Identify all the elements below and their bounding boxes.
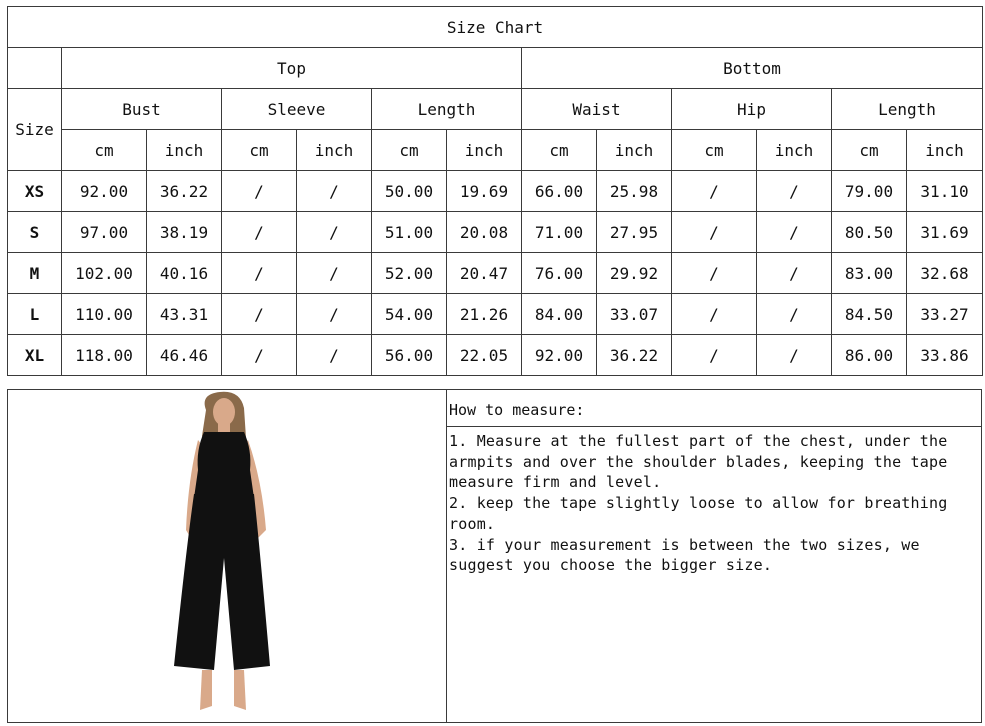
table-cell: 80.50 [832,212,907,253]
group-top-header: Top [62,48,522,89]
size-label: L [8,294,62,335]
table-cell: / [672,335,757,376]
unit-header: inch [147,130,222,171]
table-cell: 84.50 [832,294,907,335]
measure-steps [447,427,981,576]
table-cell: 20.08 [447,212,522,253]
measure-guide-section [7,389,982,723]
measure-step: 2. keep the tape slightly loose to allow for breathing room. [449,494,948,533]
table-cell: 76.00 [522,253,597,294]
table-cell: 118.00 [62,335,147,376]
measure-header-hip: Hip [672,89,832,130]
size-label: M [8,253,62,294]
table-row [8,212,983,253]
table-cell: 40.16 [147,253,222,294]
table-cell: 20.47 [447,253,522,294]
measure-header-sleeve: Sleeve [222,89,372,130]
table-cell: 33.27 [907,294,983,335]
table-cell: 19.69 [447,171,522,212]
table-cell: / [222,212,297,253]
measure-header-top-length: Length [372,89,522,130]
table-row [8,253,983,294]
table-cell: / [672,212,757,253]
table-cell: 86.00 [832,335,907,376]
table-cell: 46.46 [147,335,222,376]
table-cell: 54.00 [372,294,447,335]
unit-header: inch [907,130,983,171]
table-cell: 51.00 [372,212,447,253]
table-cell: / [672,253,757,294]
table-cell: 36.22 [597,335,672,376]
measure-instructions [447,390,981,722]
table-cell: 66.00 [522,171,597,212]
table-cell: 92.00 [522,335,597,376]
table-cell: 97.00 [62,212,147,253]
table-cell: / [757,253,832,294]
table-cell: 43.31 [147,294,222,335]
unit-header: cm [672,130,757,171]
measure-step: 3. if your measurement is between the two sizes, we suggest you choose the bigger size. [449,535,920,575]
size-label: XS [8,171,62,212]
unit-header: cm [222,130,297,171]
table-cell: 32.68 [907,253,983,294]
table-cell: 31.69 [907,212,983,253]
table-cell: 84.00 [522,294,597,335]
table-cell: 92.00 [62,171,147,212]
table-cell: / [297,212,372,253]
table-cell: / [757,212,832,253]
table-cell: 36.22 [147,171,222,212]
table-cell: 25.98 [597,171,672,212]
table-row [8,335,983,376]
table-cell: / [757,171,832,212]
table-cell: / [297,294,372,335]
unit-header: inch [757,130,832,171]
size-label: XL [8,335,62,376]
size-label: S [8,212,62,253]
table-cell: 50.00 [372,171,447,212]
unit-header: cm [62,130,147,171]
size-rows [8,171,983,376]
table-cell: 33.86 [907,335,983,376]
table-cell: 52.00 [372,253,447,294]
table-cell: 29.92 [597,253,672,294]
table-cell: / [297,253,372,294]
blank-corner [8,48,62,89]
table-cell: 21.26 [447,294,522,335]
measure-title: How to measure: [447,390,981,427]
chart-title: Size Chart [8,7,983,48]
unit-header: inch [447,130,522,171]
table-cell: 79.00 [832,171,907,212]
table-cell: 110.00 [62,294,147,335]
table-cell: / [672,294,757,335]
unit-header: cm [522,130,597,171]
unit-header: inch [297,130,372,171]
table-cell: / [222,335,297,376]
unit-header: cm [372,130,447,171]
table-cell: / [757,335,832,376]
table-cell: 56.00 [372,335,447,376]
measure-step: 1. Measure at the fullest part of the chest, under the armpits and over the shoulder blades, keeping the tape measure firm and level. [449,432,948,492]
model-figure-illustration [8,390,446,722]
size-chart-table [7,6,983,376]
group-bottom-header: Bottom [522,48,983,89]
unit-header: inch [597,130,672,171]
unit-header: cm [832,130,907,171]
table-cell: 27.95 [597,212,672,253]
table-cell: / [222,253,297,294]
table-cell: 22.05 [447,335,522,376]
table-cell: / [672,171,757,212]
table-row [8,171,983,212]
measure-header-bust: Bust [62,89,222,130]
table-cell: / [297,171,372,212]
table-cell: 33.07 [597,294,672,335]
table-row [8,294,983,335]
table-cell: / [297,335,372,376]
table-cell: 83.00 [832,253,907,294]
table-cell: / [222,171,297,212]
table-cell: 71.00 [522,212,597,253]
measure-header-waist: Waist [522,89,672,130]
model-photo [8,390,447,722]
table-cell: / [222,294,297,335]
table-cell: / [757,294,832,335]
table-cell: 38.19 [147,212,222,253]
table-cell: 102.00 [62,253,147,294]
measure-header-bottom-length: Length [832,89,983,130]
table-cell: 31.10 [907,171,983,212]
size-column-header: Size [8,89,62,171]
